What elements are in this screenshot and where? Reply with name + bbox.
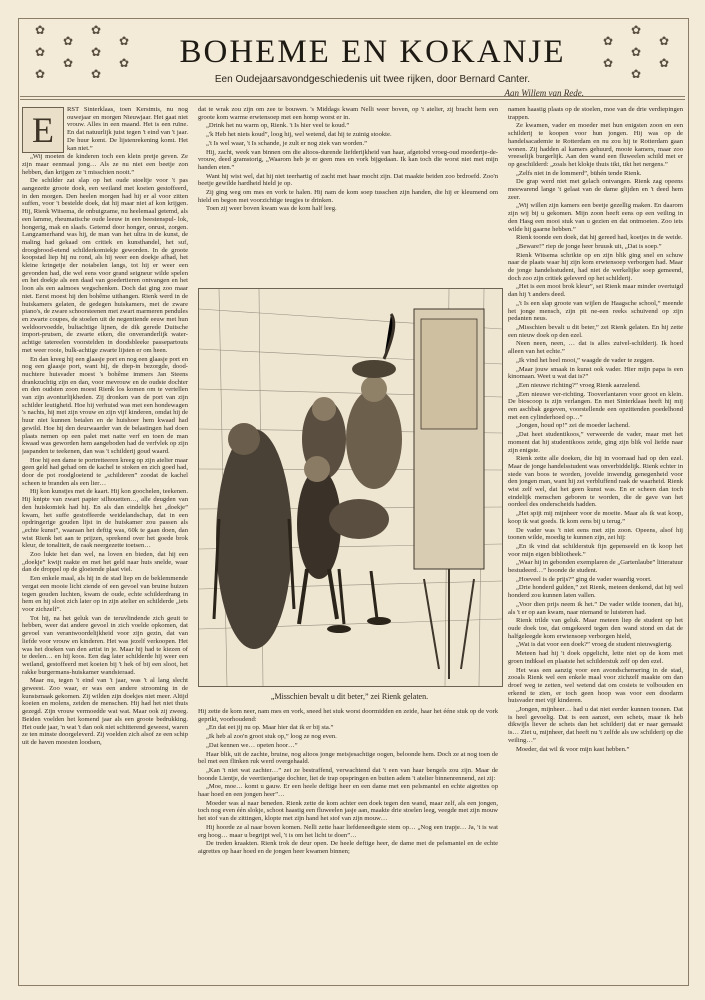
flower-ornament-icon: ✿ bbox=[118, 34, 130, 48]
header-rule bbox=[20, 99, 685, 100]
paragraph: „Een nieuwe richting?” vroeg Rienk aarzelend. bbox=[516, 381, 641, 389]
paragraph: Toen zij weer boven kwam was de kom half leeg. bbox=[206, 205, 337, 213]
paragraph: Moeder was al naar beneden. Rienk zette de kom achter een doek tegen den wand, maar zelf, als een jongen, toch nog even één slokje, schoot haastig een fluweelen jasje aan, maakte drie stoelen leeg, veegde met zijn mouw het stof van de zittingen, klopte met zijn hand het stof van zijn mouw… bbox=[198, 799, 498, 823]
paragraph: „Wat is dat voor een doek?” vroeg de student nieuwsgierig. bbox=[516, 641, 673, 649]
flower-ornament-icon: ✿ bbox=[62, 34, 74, 48]
illustration-caption: „Misschien bevalt u dit beter,” zei Rienk gelaten. bbox=[270, 692, 429, 701]
paragraph: „En ik vind dat schilderstuk fijn gepenseeld en ik koop het voor mijn eigen bibliotheek.” bbox=[508, 542, 683, 558]
flower-ornament-icon: ✿ bbox=[34, 23, 46, 37]
paragraph: „'t Is wel waar, 't Is schande, je zult er nog ziek van worden.” bbox=[206, 139, 368, 147]
paragraph: Maar nu, tegen 't eind van 't jaar, was 't al lang slecht geweest. Zoo waar, er was een andere strooming in de kunstsmaak gekomen. Zij wilden zijn doekjes niet meer. Altijd koeien en molens, zeiden de menschen. Hij had het niet thuis gezegd. Zijn vrouw vermoedde wat wat. Maar ook zij zweeg. Beiden voelden het komend jaar als een groote bedrukking. Het oude jaar, 'n wat 't dan ook niet schitterend geweest, waren ze ten minste doorgeleverd. Zij voelden zich alsof ze een schip uit de haven moesten loodsen, bbox=[22, 677, 188, 746]
flower-ornament-icon: ✿ bbox=[90, 67, 102, 81]
paragraph: „En dat eet jij nu op. Maar hier dat ik er bij sta.” bbox=[206, 724, 334, 732]
paragraph: RST Sinterklaas, toen Kerstmis, nu nog ouwejaar en morgen Nieuwjaar. Het gaat niet vrouw. Alles in een maand. Het is een ruïne. En dat natuurlijk juist tegen 't eind van 't jaar. De huur komt. De lijstenrekening komt. Het kan niet.” bbox=[67, 106, 188, 152]
paragraph: Haar blik, uit de zachte, bruine, nog altoos jonge meisjesachtige oogen, beloonde hem. Doch ze at nog toen de bel met een flinken ruk werd overgehaald. bbox=[198, 750, 498, 766]
paragraph: Neen neen, neen, … dat is alles zuivel-schilderij. Ik hoed alleen van het echte.” bbox=[508, 340, 683, 356]
paragraph: Het was een aanzig voor een avondschemering in de stad, zooals Rienk wel een enkele maal voor zichzelf maakte om dan droef weg te zetten, wel wetend dat om cosiets te volbouden en erkend te zien, er toch geen hoop was voor een doodarm huisvader met vijf kinderen. bbox=[508, 666, 683, 705]
text-column-middle-bottom bbox=[198, 708, 498, 982]
flower-ornament-icon: ✿ bbox=[62, 56, 74, 70]
paragraph: De vader was 't niet eens met zijn zoon. Opeens, alsof hij toonen wilde, moedig te kunnen zijn, zei hij: bbox=[508, 526, 683, 542]
flower-ornament-icon: ✿ bbox=[658, 56, 670, 70]
paragraph: Tot hij, na het geluk van de teruvlindende zich geuit te hebben, weer dat andere gevoel in zich voelde opkomen, dat gevoel van verantwoordelijkheid voor zijn gezin, dat van liefde voor vrouw en kinderen. Het was jezelf verkoopen. Het was het doeken van den artist in je. Maar hij had te kiezen of te deelen… en hij koos. Een dag later schilderde hij weer een weiland, gestoffeerd met koeien bij 't hek of bij een sloot, het rakke burgermans-huiskamer wandsieraad. bbox=[22, 614, 188, 676]
paragraph: „Zelfs niet in de lommerd”, bühén tende Rienk. bbox=[516, 169, 642, 177]
paragraph: Hij hoorde ze al naar boven komen. Nelli zette haar liefdeneedigste stem op… „Nog een trapje… Ja, 't is wat erg hoog… maar u begrijpt wel, 't is om het licht te doen”… bbox=[198, 823, 498, 839]
paragraph: „Jongen, houd op!” zei de moeder lachend. bbox=[516, 422, 630, 430]
paragraph: De grap werd niet met gelach ontvangen. Rienk zag opeens meewarend lange 't gelaat van de dame glijden en 't deed hem zeer. bbox=[508, 178, 683, 201]
illustration bbox=[198, 288, 503, 687]
paragraph: Rienk toonde een doek, dat hij gereed had, koetjes in de weide. bbox=[516, 234, 683, 242]
paragraph: Rienk Witsema schrikte op en zijn blik ging snel en schuw naar de plaats waar hij zijn kom erwtensoep verborgen had. Maar de jonge handelsstudent, had niet de werkelijke soep gemeend, doch zoo zijn critiek geleverd op het schilderij. bbox=[508, 251, 683, 282]
flower-ornament-icon: ✿ bbox=[90, 23, 102, 37]
paragraph: De schilder zat slap op het oude stoeltje voor 't pas aangezette groote doek, een weiland met koeien gestoffeerd, in den morgen. Den heelen morgen had hij er al voor zitten suffen, voor 't bestelde doek, dat hij maar niet af kon krijgen. Hij, Rienk Witsema, de onbuigzame, nu heelemaal getemd, als een lamme, rheumatische oude leeuw in een beestenspul- lok, hongerig, mak en slaafs. Getemd door honger, onrust, zorgen. Langzamerhand was hij, de man van het ultra in de kunst, de maling had gekaad om critiek en kunsthandel, het suf, droogbrood-etend schilderkomiekje geworden. In de groote koopstad liep hij nu rond, als hij weer een doekje afhad, het kleine kringetje der notabelen langs, tot hij er weer een gevonden had, die wel eens voor grand seigneur wilde spelen en het doekje als een daad van goedertieren ontvangen en het loon als een aalmoes wegschenken. Doch dat ging zoo maar niet. Eerst moest hij den bohême uithangen. Rienk werd in de huiskamers gelaten, de gedegen huiskamers, met de zware piano's, de zware schoorsteenen met zwart marmeren pendules en zwarte coupes, de stoelen uit de negentiende eeuw met hun weldoorvoedde, bultachtige lijnen, de dik gerede Duitsche import-prutsen, de zwarte eiken, die onveranderlijk water-achtige tatereelen voorstelden in doodsbleeke passepartouts met weer rooie, bulk-achtige zwarte lijsten er om heen. bbox=[22, 177, 188, 354]
paragraph: Want hij wist wel, dat hij niet teerhartig of zacht met haar mocht zijn. Dat maakte beiden zoo brdroefd. Zoo'n beetje gewilde hardheid hield je op. bbox=[198, 172, 498, 188]
paragraph: „Misschien bevalt u dit beter,” zei Rienk gelaten. En hij zette een nieuw doek op den ezel. bbox=[508, 323, 683, 339]
paragraph: Zij ging weg om mes en vork te halen. Hij nam de kom soep tusschen zijn handen, die hij er kleumend om hield en begon met voorzichtige teugjes te drinken. bbox=[198, 189, 498, 204]
dedication: Aan Willem van Rede. bbox=[504, 88, 584, 98]
flower-ornament-icon: ✿ bbox=[630, 23, 642, 37]
flower-ornament-icon: ✿ bbox=[90, 45, 102, 59]
flower-ornament-icon: ✿ bbox=[602, 56, 614, 70]
paragraph: Hij zette de kom neer, nam mes en vork, sneed het stuk worst doormidden en zeide, haar het ééne stuk op de vork geprikt, voorhoudend: bbox=[198, 708, 498, 723]
paragraph: „Het spijt mij mijnheer voor de moeite. Maar als ik wat koop, koop ik wat goeds. Ik kom eens bij u terug.” bbox=[508, 510, 683, 525]
paragraph: „Dat heet studentikoos,” verweerde de vader, maar met het moment dat hij studentikoos zeide, ging zijn blik vol liefde naar zijn enigste. bbox=[508, 431, 683, 454]
paragraph: dat te wrak zou zijn om zee te bouwen. 's Middags kwam Nelli weer boven, op 't atelier, zij bracht hem een groote kom warme erwtensoep met een homp worst er in. bbox=[198, 106, 498, 121]
paragraph: Moeder, dat wil ik voor mijn kast hebben.” bbox=[516, 745, 630, 753]
paragraph: „Moe, moe… komt u gauw. Er een heele deftige heer en een dame met een pelsmantel en echte aigrettes op haar hoed en een jongen heer”… bbox=[198, 783, 498, 799]
paragraph: Ze kwamen, vader en moeder met hun enigsten zoon en een schilderij te koopen voor hun jongen. Hij was op de handelsacademie te Rotterdam en nu zou hij te Rotterdam gaan wonen. Zij hadden al kamers gehuurd, mooie kamers, maar zoo vreeselijk burgerlijk. Aan den wand een fluweelen schild met er op geschilderd: „zoals het klokje thuis tikt, tikt het nergens.” bbox=[508, 122, 683, 168]
paragraph: „Ik vind het heel mooi,” waagde de vader te zeggen. bbox=[516, 356, 655, 364]
paragraph: De treden kraakten. Rienk trok de deur open. De heele deftige heer, de dame met de pelsmantel en de echte aigrettes op haar hoed en de jongen heer kwamen binnen; bbox=[198, 840, 498, 855]
flower-ornament-icon: ✿ bbox=[602, 34, 614, 48]
flower-ornament-icon: ✿ bbox=[630, 45, 642, 59]
paragraph: namen haastig plaats op de stoelen, moe van de drie verdiepingen trappen. bbox=[508, 106, 683, 121]
paragraph: „'k Heb het niets koud”, loog hij, wel wetend, dat hij te zuinig stookte. bbox=[206, 131, 392, 139]
paragraph: Hij kon kunstjes met de kaart. Hij kon goochelen, teekenen. Hij knipte van zwart papier silhouetten…, alle deugden van den huiskomiek had hij. En als dan eindelijk het „doekje” kwam, het suffe gestoffeerde weidelandschap, dat in een opdringerige gouden lijst in de huiskamer zou passen als „echte kunst”, waaraan het deftig was, 60k te gaan doen, dan wist Rienk het aan te prijzen, sprekend over het goede brok kleur, de tonaliteit, de raak neergezette toetsen… bbox=[22, 488, 188, 550]
text-column-middle-top bbox=[198, 106, 498, 282]
paragraph: Hoe hij een dame te portretteeren kreeg op zijn atelier maar geen geld had gehad om de kachel te stoken en zich goed had, door de pot roodgloeiend te „schilderen” zoodat de kachel scheen te branden als een lier… bbox=[22, 456, 188, 487]
masthead bbox=[20, 22, 685, 98]
paragraph: „Dat kennen we… opeten hoor…” bbox=[206, 741, 298, 749]
paragraph: Meteen had hij 't doek opgelicht, lette niet op de kom met groen indiksel en plaatste het schilderstuk zelf op den ezel. bbox=[508, 650, 683, 665]
paragraph: „Wij willen zijn kamers een beetje gezellig maken. En daarom zijn wij bij u gekomen. Mijn zoon heeft eens op een veiling in den Hasg een mooi stuk van u gezien en dat ontmoeten. Zoo iets wilde hij gaarne hebben.” bbox=[508, 202, 683, 233]
paragraph: „Het is een mooi brok kleur”, sei Rienk maar minder overtuigd dan hij 't anders deed. bbox=[508, 283, 683, 299]
title-block bbox=[155, 34, 590, 104]
flower-ornament-icon: ✿ bbox=[658, 34, 670, 48]
page-title: BOHEME EN KOKANJE bbox=[179, 34, 566, 70]
page-subtitle: Een Oudejaarsavondgeschiedenis uit twee rijken, door Bernard Canter. bbox=[214, 74, 531, 85]
paragraph: Een enkele maal, als hij in de stad liep en de beklemmende vergat een mooie licht ziende of een gevoel van bruine huizen tegen gouden luchten, kwam de oude, echte schilderdrang in hem en hij sloot zich later op in zijn atelier en schilderde „iets voor zichzelf”. bbox=[22, 575, 188, 613]
paragraph: „Drie honderd gulden,” zei Rienk, meteen denkend, dat hij wel honderd zou kunnen laten vallen. bbox=[508, 584, 683, 600]
paragraph: „Drink het nu warm op, Rienk. 't Is hier veel te koud.” bbox=[206, 122, 350, 130]
paragraph: „Wij moeten de kinderen toch een klein pretje geven. Ze zijn maar eenmaal jong… Als ze nu niet een beetje zon hebben, dan krijgen ze 't misschien nooit.” bbox=[22, 153, 188, 176]
flower-ornament-icon: ✿ bbox=[118, 56, 130, 70]
drop-cap: E bbox=[22, 107, 64, 153]
header-rule bbox=[20, 96, 685, 97]
paragraph: Hij, zacht, week van binnen om die altoos-durende liefderijkheid van haar, afgetobd vroeg-oud moedertje-de-vrouw, deed gramstorig, „Waarom heb je er geen mes en vork bijgedaan. Ik kan toch die worst niet met mijn handen eten.” bbox=[198, 148, 498, 171]
paragraph: „Waar hij in gebonden exemplaren de „Gartenlaube” litteratuur bestudeerd…” hoonde de student. bbox=[508, 559, 683, 575]
paragraph: Rienk zette alle doeken, die hij in voorraad had op den ezel. Maar de jonge handelsstudent was onverbiddelijk. Rienk echter in stede van boos te worden, jovelde inwendig genegenheid voor den jongen man, want hij zei verbluffend raak de waarheid. Rienk wist zelf wel, dat het geen kunst was. En er scheen dan toch eindelijk menschen geboren te worden, die de gave van het oordeel des onderscheids hadden. bbox=[508, 455, 683, 509]
paragraph: „Een nieuwe ver-richting. Tooverlantaren voor groot en klein. De bioscoop is zijn verlangen. En met Sinterklaas heeft hij mij een aschbak gegeven, voorstellende een opzittenden poedelhond met een cylinderhoed op…” bbox=[508, 390, 683, 421]
paragraph: En dan kreeg hij een glaasje port en nog een glaasje port en nog een glaasje port, want hij, de diep-in bezorgde, dood-nuchtere huisvader moest 's bohême immers Jan Steens drankzuchtig zijn en dan, voor mevrouw en de oudste dochter en den oudsten zoon moest Rienk los komen om te vertellen van zijn avonturlijkheden. Zij dronken van de port van zijn schilder leutigheid. Hoe hij verhuisd was met een hondewagen 's nachts, hij met zijn vrouw en zijn vijf kinderen, omdat hij de huur niet kunnen betalen en de huishoer hem kwaad had gewild. Hoe hij den deurwaarder van de belastingen had doen plaats nemen op een palet met natte verf en toen de man kwaad was geworden hem aangeboden had de verfvlek op zijn jaspanden te teekenen, dan was 't schilderij goud waard. bbox=[22, 355, 188, 455]
flower-ornament-icon: ✿ bbox=[630, 67, 642, 81]
text-column-right bbox=[508, 106, 683, 982]
flower-ornament-icon: ✿ bbox=[34, 45, 46, 59]
paragraph: Rienk trilde van geluk. Maar meteen liep de student op het oude doek toe, dat omgekeerd tegen den wand stond en dat de halfgeleegde kom erwtensoep verborgen hield, bbox=[508, 617, 683, 640]
paragraph: „Hoeveel is de prijs?” ging de vader waardig voort. bbox=[516, 575, 652, 583]
text-column-left bbox=[22, 106, 188, 982]
paragraph: „Voor dien prijs neem ik het.” De vader wilde toonen, dat hij, als 't er op aan kwam, naar niemand te luisteren had. bbox=[508, 600, 683, 616]
paragraph: Zoo lukte het dan wel, na loven en bieden, dat hij een „doekje” kwijt raakte en met het geld naar huis snelde, waar dan de droppel op de gloeiende plaat viel. bbox=[22, 551, 188, 574]
paragraph: „Ik heb al zoo'n groot stuk op,” loog ze nog even. bbox=[206, 733, 337, 741]
flower-ornament-icon: ✿ bbox=[34, 67, 46, 81]
paragraph: „Jongen, mijnheer… had u dat niet eerder kunnen toonen. Dat is heel gevoelig. Dat is een aanzet, een schets, maar ik heb dikwijls liever de schets dan het schilderij dat er naar gemaakt is… Ziet u, mijnheer, dat heeft nu 't zelfde als uw schilderij op die veiling…” bbox=[508, 706, 683, 744]
paragraph: „Beware!” riep de jonge heer bruusk uit, „Dat is soep.” bbox=[516, 242, 662, 250]
paragraph: „Maar jouw smaak in kunst ook vader. Hier mijn papa is een kinomaan. Weet u wat dat is?” bbox=[508, 365, 683, 381]
studio-scene-illustration bbox=[199, 289, 502, 686]
paragraph: „'t Is een slap groote van wijlen de Haagsche school,” meende het jonge mensch, zijn pit ne-een reeks schuivend op zijn pedanten neus. bbox=[508, 299, 683, 323]
paragraph: „Kan 't niet wat zachter…” zei ze bestraffend, verwachtend dat 't een van haar bengels zou zijn. Maar de boonde Lientje, de veertienjarige dochter, liet de trap opspringen en buiten adem 't atelier binnenrennend, zei zij: bbox=[198, 766, 498, 782]
